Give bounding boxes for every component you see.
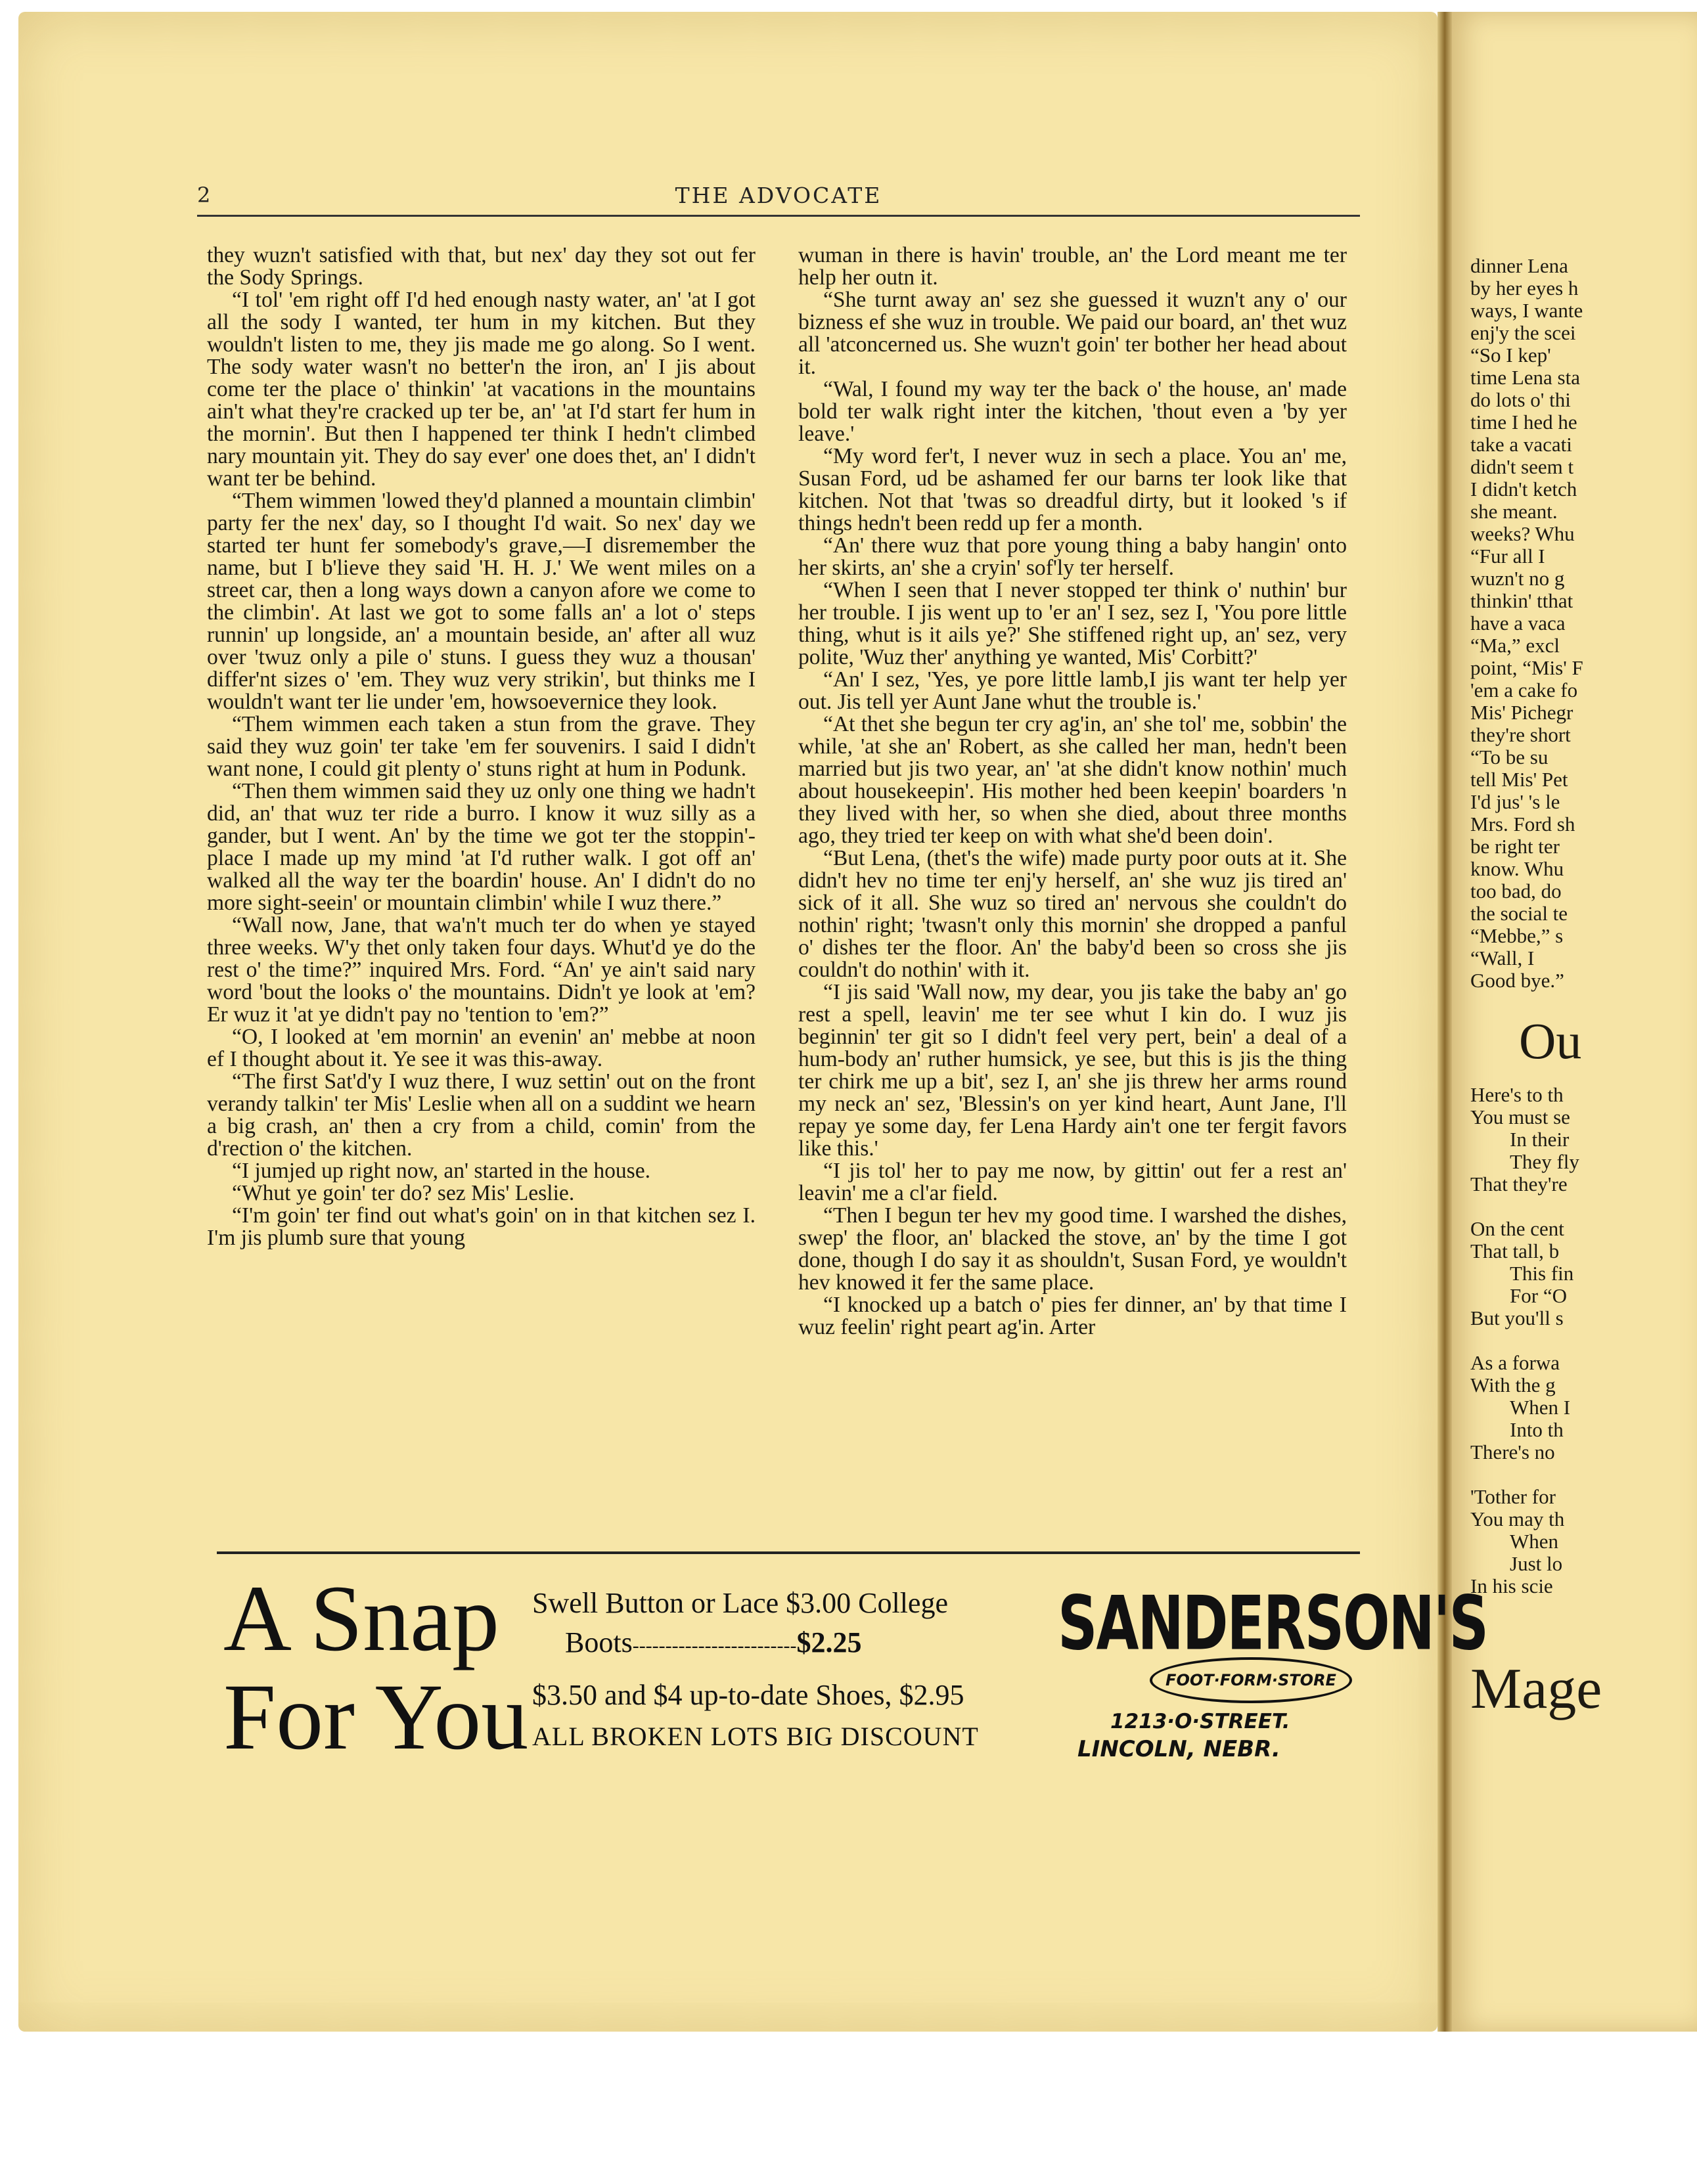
ad-line-shoes: $3.50 and $4 up-to-date Shoes, $2.95 xyxy=(532,1679,964,1711)
sandersons-logo xyxy=(1058,1580,1488,1770)
ad-line-discount: ALL BROKEN LOTS BIG DISCOUNT xyxy=(532,1722,979,1751)
facing-page-poem-line: Just lo xyxy=(1510,1552,1563,1575)
brand-tagline: FOOT·FORM·STORE xyxy=(1150,1657,1352,1703)
page-header xyxy=(197,177,1360,214)
article-paragraph: “Them wimmen 'lowed they'd planned a mountain climbin' party fer the nex' day, so I thought I'd wait. So nex' day we started ter hunt fer somebody's grave,—I disremember the name, but I b'lieve they said 'H. H. J.' We went miles on a street car, then a long ways down a canyon afore we come to the climbin'. At last we got to some falls an' a lot o' steps runnin' up longside, an' a mountain beside, an' after all wuz over 'twuz only a pile o' stuns. I guess they wuz a thousan' differ'nt sizes o' 'em. They wuz very strikin', but thinks me I wouldn't want ter lie under 'em, howsoevernice they look. xyxy=(207,489,756,714)
brand-address: 1213·O·STREET. xyxy=(1110,1710,1290,1733)
article-paragraph: “I knocked up a batch o' pies fer dinner, an' by that time I wuz feelin' right peart ag'in. Arter xyxy=(798,1293,1347,1339)
facing-page-line: they're short xyxy=(1470,723,1571,746)
article-paragraph: “O, I looked at 'em mornin' an evenin' an' mebbe at noon ef I thought about it. Ye see it was this-away. xyxy=(207,1025,756,1071)
facing-page-line: Mrs. Ford sh xyxy=(1470,813,1575,836)
facing-page-line: too bad, do xyxy=(1470,880,1562,903)
facing-page-line: wuzn't no g xyxy=(1470,567,1565,590)
facing-page-line: “Ma,” excl xyxy=(1470,634,1560,657)
facing-page-line: dinner Lena xyxy=(1470,254,1568,277)
page-number: 2 xyxy=(197,183,211,208)
facing-page-line: she meant. xyxy=(1470,500,1558,523)
facing-page-line: I'd jus' 's le xyxy=(1470,790,1560,813)
facing-page-poem-line: Here's to th xyxy=(1470,1083,1564,1106)
brand-name: SANDERSON'S xyxy=(1058,1580,1488,1667)
article-paragraph: “I jis said 'Wall now, my dear, you jis take the baby an' go rest a spell, leavin' me ter see whut I kin do. I wuz jis beginnin' ter git so I didn't feel very pert, bein' a deal of a hum-body an' ruther humsick, ye see, but this is jis the thing ter chirk me up a bit', sez I, an' she jis threw her arms round my neck an' sez, 'Blessin's on yer kind heart, Aunt Jane, I'll repay ye some day, fer Lena Hardy ain't one ter fergit favors like this.' xyxy=(798,980,1347,1161)
header-rule xyxy=(197,215,1360,217)
article-paragraph: “Wall now, Jane, that wa'n't much ter do when ye stayed three weeks. W'y thet only taken four days. Whut'd ye do the rest o' the time?” inquired Mrs. Ford. “An' ye ain't said nary word 'bout the looks o' the mountains. Didn't ye look at 'em? Er wuz it 'at ye didn't pay no 'tention to 'em?” xyxy=(207,913,756,1027)
facing-page-poem-line: In his scie xyxy=(1470,1574,1553,1597)
article-paragraph: “Wal, I found my way ter the back o' the house, an' made bold ter walk right inter the kitchen, 'thout even a 'by yer leave.' xyxy=(798,377,1347,446)
facing-page-poem-line: 'Tother for xyxy=(1470,1485,1556,1508)
facing-page-poem-line: That tall, b xyxy=(1470,1239,1560,1262)
facing-page-poem-line: As a forwa xyxy=(1470,1351,1560,1374)
ad-boots-price: $2.25 xyxy=(796,1626,862,1659)
facing-page-poem-line: On the cent xyxy=(1470,1217,1564,1240)
facing-page-poem-line xyxy=(1470,1463,1697,1486)
article-paragraph: “I jis tol' her to pay me now, by gittin' out fer a rest an' leavin' me a cl'ar field. xyxy=(798,1159,1347,1205)
ad-line-college-boots: Swell Button or Lace $3.00 College xyxy=(532,1587,948,1619)
facing-page-poem-line: When I xyxy=(1510,1396,1571,1419)
facing-page-line: be right ter xyxy=(1470,835,1560,858)
facing-page-poem-line: For “O xyxy=(1510,1284,1567,1307)
shoe-advertisement xyxy=(217,1567,1488,1770)
facing-page-line: “Fur all I xyxy=(1470,545,1545,568)
right-column xyxy=(798,244,1347,1339)
facing-page-poem-line: That they're xyxy=(1470,1172,1568,1195)
ad-headline-line1: A Snap xyxy=(223,1567,500,1671)
facing-page-line: point, “Mis' F xyxy=(1470,656,1583,679)
facing-page-line: ways, I wante xyxy=(1470,299,1583,322)
masthead-title: THE ADVOCATE xyxy=(675,183,882,208)
facing-page-line: enj'y the scei xyxy=(1470,321,1576,344)
facing-page-poem-line: With the g xyxy=(1470,1373,1556,1396)
facing-page-bottom-heading: Mage xyxy=(1470,1657,1602,1721)
facing-page-line: time I hed he xyxy=(1470,411,1577,434)
page-gutter xyxy=(1437,12,1452,2032)
facing-page-line: thinkin' tthat xyxy=(1470,589,1573,612)
article-paragraph: “Them wimmen each taken a stun from the grave. They said they wuz goin' ter take 'em fer souvenirs. I said I didn't want none, I could git plenty o' stuns right at hum in Podunk. xyxy=(207,712,756,781)
facing-page-line: Good bye.” xyxy=(1470,969,1564,992)
article-paragraph: “I tol' 'em right off I'd hed enough nasty water, an' 'at I got all the sody I wanted, ter hum in my kitchen. But they wouldn't listen to me, they jis made me go along. So I went. The sody water wasn't no better'n the iron, an' I jis about come ter the place o' thinkin' 'at vacations in the mountains ain't what they're cracked up ter be, an' 'at I'd start fer hum in the mornin'. But then I happened ter think I hedn't climbed nary mountain yit. They do say ever' one does thet, an' I didn't want ter be behind. xyxy=(207,288,756,491)
facing-page-poem-line: But you'll s xyxy=(1470,1306,1564,1329)
facing-page-poem-line: They fly xyxy=(1510,1150,1579,1173)
facing-page-poem-line: You must se xyxy=(1470,1105,1570,1128)
facing-page-poem-line: When xyxy=(1510,1530,1559,1553)
article-paragraph: wuman in there is havin' trouble, an' the Lord meant me ter help her outn it. xyxy=(798,243,1347,290)
article-paragraph: “I'm goin' ter find out what's goin' on in that kitchen sez I. I'm jis plumb sure that young xyxy=(207,1203,756,1250)
article-paragraph: “She turnt away an' sez she guessed it wuzn't any o' our bizness ef she wuz in trouble. We paid our board, an' thet wuz all 'atconcerned us. She wuzn't goin' ter bother her head about it. xyxy=(798,288,1347,379)
article-paragraph: “The first Sat'd'y I wuz there, I wuz settin' out on the front verandy talkin' ter Mis' Leslie when all on a suddint we hearn a big crash, an' then a cry from a child, comin' from the d'rection o' the kitchen. xyxy=(207,1069,756,1161)
facing-page-line: “So I kep' xyxy=(1470,344,1551,367)
facing-page-line: Mis' Pichegr xyxy=(1470,701,1573,724)
facing-page-poem-line xyxy=(1470,1195,1697,1218)
ad-headline-line2: For You xyxy=(223,1665,529,1770)
facing-page-poem-line: In their xyxy=(1510,1128,1570,1151)
facing-page-poem-line: This fin xyxy=(1510,1262,1574,1285)
article-paragraph: they wuzn't satisfied with that, but nex' day they sot out fer the Sody Springs. xyxy=(207,243,756,290)
facing-page-poem-line: Into th xyxy=(1510,1418,1564,1441)
brand-city: LINCOLN, NEBR. xyxy=(1077,1736,1280,1762)
facing-page-poem-line xyxy=(1470,1329,1697,1352)
facing-page-line: “To be su xyxy=(1470,746,1549,769)
article-paragraph: “But Lena, (thet's the wife) made purty poor outs at it. She didn't hev no time ter enj'y herself, an' she wuz jis tired an' sick of it all. She wuz so tired an' nervous she couldn't do nothin' right; 'twasn't only this mornin' she dropped a panful o' dishes ter the floor. An' the baby'd been so cross she jis couldn't do nothin' with it. xyxy=(798,846,1347,982)
article-paragraph: “When I seen that I never stopped ter think o' nuthin' bur her trouble. I jis went up to 'er an' I sez, sez I, 'You pore little thing, whut is it ails ye?' She stiffened right up, an' sez, very polite, 'Wuz ther' anything ye wanted, Mis' Corbitt?' xyxy=(798,578,1347,669)
facing-page-poem-line: There's no xyxy=(1470,1440,1555,1463)
article-paragraph: “An' I sez, 'Yes, ye pore little lamb,I jis want ter help yer out. Jis tell yer Aunt Jane whut the trouble is.' xyxy=(798,667,1347,714)
facing-page-line: the social te xyxy=(1470,902,1568,925)
left-column xyxy=(207,244,756,1249)
facing-page-line: 'em a cake fo xyxy=(1470,679,1578,702)
facing-page-line: I didn't ketch xyxy=(1470,478,1577,501)
article-paragraph: “At thet she begun ter cry ag'in, an' she tol' me, sobbin' the while, 'at she an' Robert, as she called her man, hedn't been married but jis two year, an' 'at she didn't know nothin' much about housekeepin'. His mother hed been keepin' boarders 'n they lived with her, so when she died, about three months ago, they tried ter keep on with what she'd been doin'. xyxy=(798,712,1347,848)
facing-page-line: do lots o' thi xyxy=(1470,388,1571,411)
facing-page-line: didn't seem t xyxy=(1470,455,1574,478)
facing-page-line: by her eyes h xyxy=(1470,277,1579,300)
article-paragraph: “Then I begun ter hev my good time. I warshed the dishes, swep' the floor, an' blacked the stove, an' by the time I got done, though I do say it as shouldn't, Susan Ford, ye wouldn't hev knowed it fer the same place. xyxy=(798,1203,1347,1295)
article-paragraph: “Whut ye goin' ter do? sez Mis' Leslie. xyxy=(232,1181,575,1205)
ad-leader-dots: ------------------------- xyxy=(632,1635,797,1657)
facing-page-line: have a vaca xyxy=(1470,612,1566,635)
facing-page-text xyxy=(1470,255,1697,1722)
article-paragraph: “I jumjed up right now, an' started in the house. xyxy=(232,1159,651,1183)
article-paragraph: “An' there wuz that pore young thing a baby hangin' onto her skirts, an' she a cryin' sof'ly ter herself. xyxy=(798,533,1347,580)
article-paragraph: “Then them wimmen said they uz only one thing we hadn't did, an' that wuz ter ride a burro. I know it wuz silly as a gander, but I went. An' by the time we got ter the stoppin'-place I made up my mind 'at I'd ruther walk. I got off an' walked all the way ter the boardin' house. An' I didn't do no more sight-seein' or mountain climbin' while I wuz there.” xyxy=(207,779,756,915)
facing-page-line: “Wall, I xyxy=(1470,947,1535,969)
facing-page-line: time Lena sta xyxy=(1470,366,1580,389)
facing-page-line: weeks? Whu xyxy=(1470,522,1575,545)
ad-divider xyxy=(217,1551,1360,1554)
facing-page-line: know. Whu xyxy=(1470,857,1564,880)
facing-page-line: take a vacati xyxy=(1470,433,1572,456)
ad-boots-label: Boots xyxy=(565,1626,633,1659)
ad-line-boots-price xyxy=(565,1626,861,1659)
facing-page-line: tell Mis' Pet xyxy=(1470,768,1568,791)
article-paragraph: “My word fer't, I never wuz in sech a place. You an' me, Susan Ford, ud be ashamed fer our barns ter look like that kitchen. Not that 'twas so dreadful dirty, but it looked 's if things hedn't been redd up fer a month. xyxy=(798,444,1347,535)
facing-page-line: “Mebbe,” s xyxy=(1470,924,1564,947)
facing-page-heading: Ou xyxy=(1519,1012,1582,1069)
facing-page-poem-line: You may th xyxy=(1470,1507,1565,1530)
